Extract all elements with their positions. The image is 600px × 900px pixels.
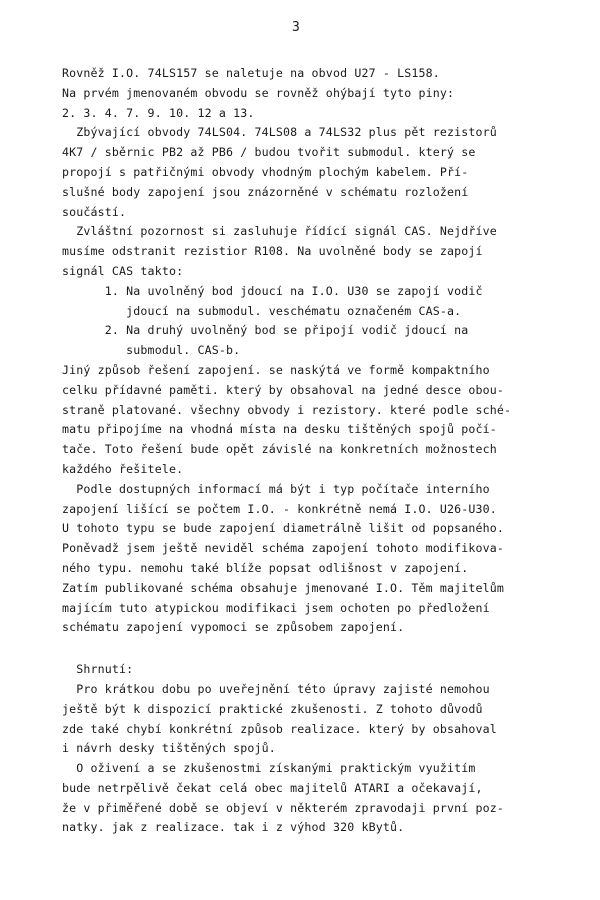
text-line: musíme odstranit rezistior R108. Na uvolněné body se zapojí: [62, 244, 483, 259]
text-line: Poněvadž jsem ještě neviděl schéma zapojení tohoto modifikova-: [62, 541, 505, 556]
text-line: Rovněž I.O. 74LS157 se naletuje na obvod U27 - LS158.: [62, 66, 440, 80]
text-line: slušné body zapojení jsou znázorněné v schématu rozložení: [62, 184, 469, 199]
list-item-1: 1. Na uvolněný bod jdoucí na I.O. U30 se zapojí vodič: [62, 283, 483, 298]
section-summary: [62, 660, 567, 838]
text-line: matu připojíme na vhodná místa na desku tištěných spojů počí-: [62, 422, 497, 437]
text-line: celku přídavné paměti. který by obsahoval na jedné desce obou-: [62, 382, 505, 397]
text-line: straně platované. všechny obvody i rezistory. které podle sché-: [62, 402, 512, 417]
text-line: každého řešitele.: [62, 461, 184, 476]
text-line: že v přiměřené době se objeví v některém zpravodaji první poz-: [62, 800, 505, 815]
text-line: Zatím publikované schéma obsahuje jmenované I.O. Těm majitelům: [62, 580, 505, 595]
text-line: zapojení lišící se počtem I.O. - konkrétně nemá I.O. U26-U30.: [62, 501, 497, 516]
text-line: Zbývající obvody 74LS04. 74LS08 a 74LS32 plus pět rezistorů: [62, 125, 497, 140]
text-line: zde také chybí konkrétní způsob realizace. který by obsahoval: [62, 721, 497, 736]
text-line: O oživení a se zkušenostmi získanými praktickým využitím: [62, 761, 476, 776]
text-line: Na prvém jmenovaném obvodu se rovněž ohýbají tyto piny:: [62, 85, 455, 100]
text-line: schématu zapojení vypomoci se způsobem zapojení.: [62, 620, 405, 635]
text-line: i návrh desky tištěných spojů.: [62, 741, 276, 756]
text-line: propojí s patřičnými obvody vhodným plochým kabelem. Pří-: [62, 164, 469, 179]
document-body: [62, 64, 567, 838]
text-line: tače. Toto řešení bude opět závislé na konkretních možnostech: [62, 442, 497, 457]
text-line: bude netrpělivě čekat celá obec majitelů ATARI a očekavají,: [62, 780, 483, 795]
text-line: Jiný způsob řešení zapojení. se naskýtá ve formě kompaktního: [62, 362, 490, 377]
text-line: Zvláštní pozornost si zasluhuje řídící signál CAS. Nejdříve: [62, 224, 497, 239]
page-number: 3: [292, 20, 300, 35]
text-line: ného typu. nemohu také blíže popsat odlišnost v zapojení.: [62, 560, 469, 575]
text-line: součástí.: [62, 204, 127, 219]
section-main-text: [62, 64, 567, 638]
text-line: Podle dostupných informací má být i typ počítače interního: [62, 481, 490, 496]
text-line: 4K7 / sběrnic PB2 až PB6 / budou tvořit submodul. který se: [62, 145, 476, 160]
list-item-2-continued: submodul. CAS-b.: [62, 343, 241, 358]
text-line: signál CAS takto:: [62, 263, 184, 278]
text-line: Pro krátkou dobu po uveřejnění této úpravy zajisté nemohou: [62, 681, 490, 696]
text-line: ještě být k dispozicí praktické zkušenosti. Z tohoto důvodů: [62, 701, 483, 716]
text-line: 2. 3. 4. 7. 9. 10. 12 a 13.: [62, 105, 255, 120]
text-line: natky. jak z realizace. tak i z výhod 320 kBytů.: [62, 820, 405, 835]
text-line: U tohoto typu se bude zapojení diametrálně lišit od popsaného.: [62, 521, 505, 536]
list-item-1-continued: jdoucí na submodul. veschématu označeném CAS-a.: [62, 303, 462, 318]
section-spacer: [62, 638, 567, 660]
list-item-2: 2. Na druhý uvolněný bod se připojí vodič jdoucí na: [62, 323, 469, 338]
text-line: majícím tuto atypickou modifikaci jsem ochoten po předložení: [62, 600, 490, 615]
summary-heading: Shrnutí:: [62, 662, 134, 677]
